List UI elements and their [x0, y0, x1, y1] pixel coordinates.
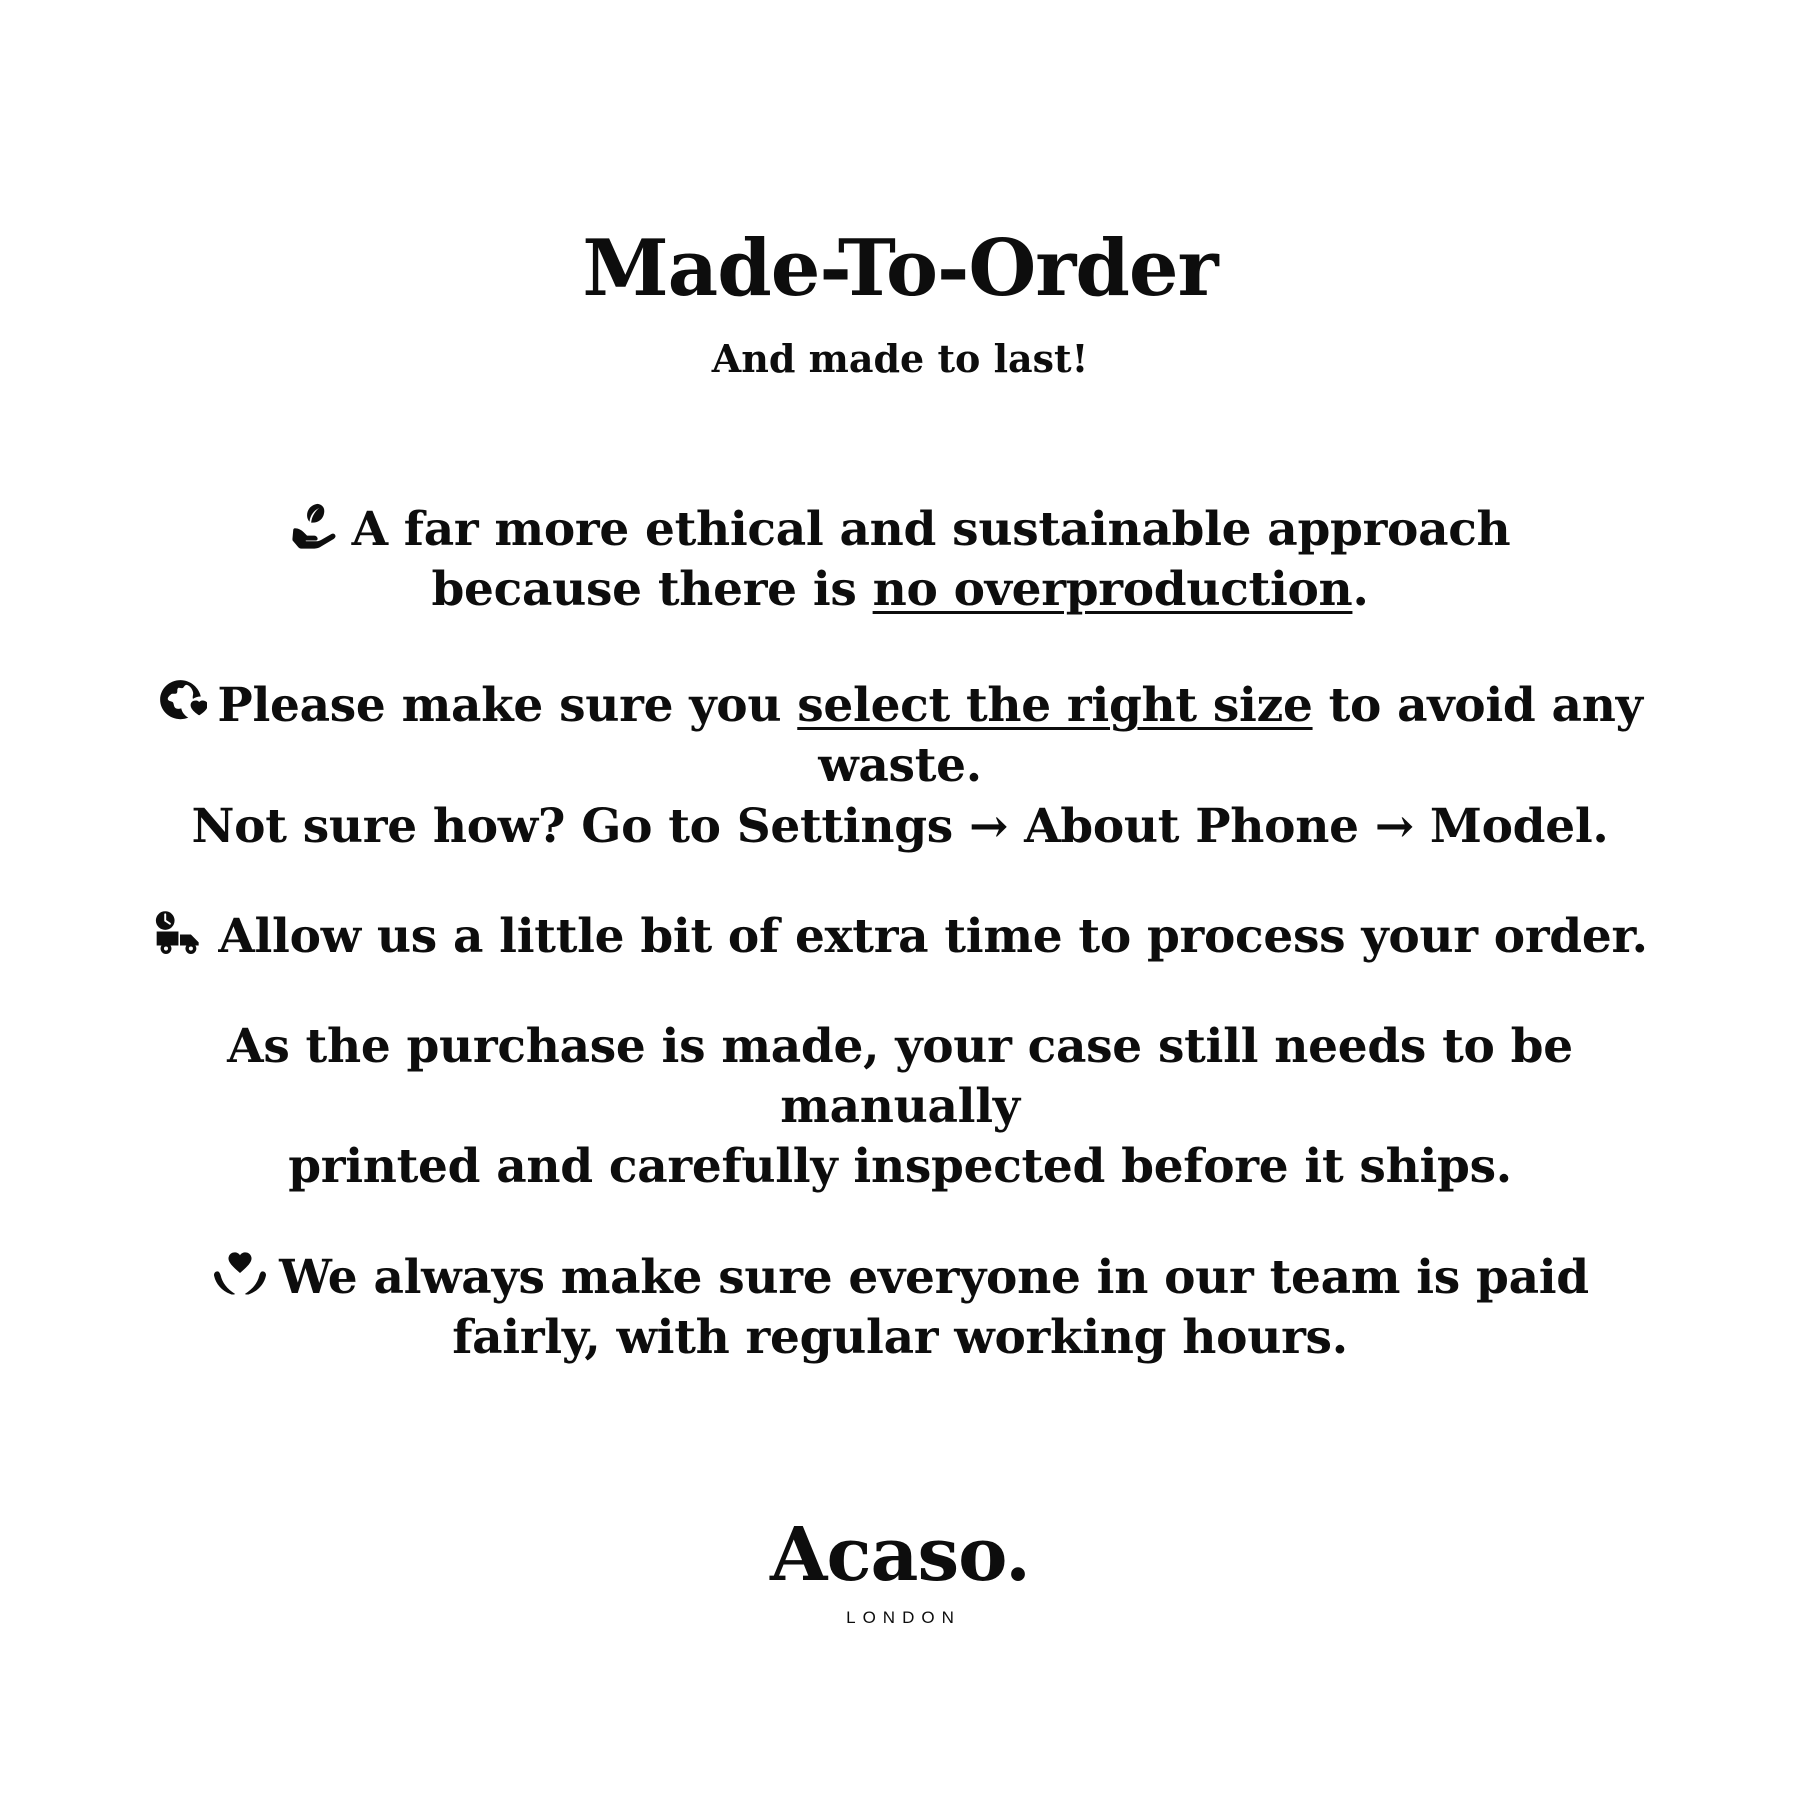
list-item-line1-underlined: select the right size: [797, 678, 1313, 734]
page-title: Made-To-Order: [582, 223, 1218, 314]
list-item-line2-pre: because there is: [431, 562, 873, 618]
list-item-line2-underlined: no overproduction: [872, 562, 1353, 618]
delivery-truck-clock-icon: [152, 908, 208, 958]
sprout-in-hand-icon: [290, 499, 342, 551]
list-item-line2: printed and carefully inspected before it ships.: [288, 1139, 1512, 1195]
list-item-line1: As the purchase is made, your case still needs to be manually: [227, 1018, 1573, 1134]
page-subtitle: And made to last!: [711, 335, 1089, 381]
list-item: [70, 676, 1730, 856]
list-item: [70, 1247, 1730, 1368]
brand-logo: [770, 1512, 1030, 1628]
list-item-line1-post: to avoid any waste.: [818, 678, 1643, 794]
list-item-line2: fairly, with regular working hours.: [452, 1310, 1348, 1366]
list-item-line1: A far more ethical and sustainable approach: [351, 501, 1511, 557]
list-item-line2: Not sure how? Go to Settings → About Phone → Model.: [191, 798, 1609, 854]
list-item-line1: Allow us a little bit of extra time to process your order.: [218, 908, 1648, 964]
brand-location: LONDON: [846, 1608, 961, 1627]
globe-heart-icon: [157, 677, 207, 727]
list-item-line1-pre: Please make sure you: [217, 678, 798, 734]
list-item-line2-post: .: [1352, 562, 1369, 618]
list-item: [70, 499, 1730, 620]
list-item: [70, 907, 1730, 967]
benefit-list: [70, 499, 1730, 1369]
list-item-line1: We always make sure everyone in our team is paid: [279, 1250, 1589, 1306]
brand-name: Acaso.: [770, 1512, 1030, 1598]
heart-in-hands-icon: [211, 1247, 269, 1299]
list-item: [70, 1017, 1730, 1197]
